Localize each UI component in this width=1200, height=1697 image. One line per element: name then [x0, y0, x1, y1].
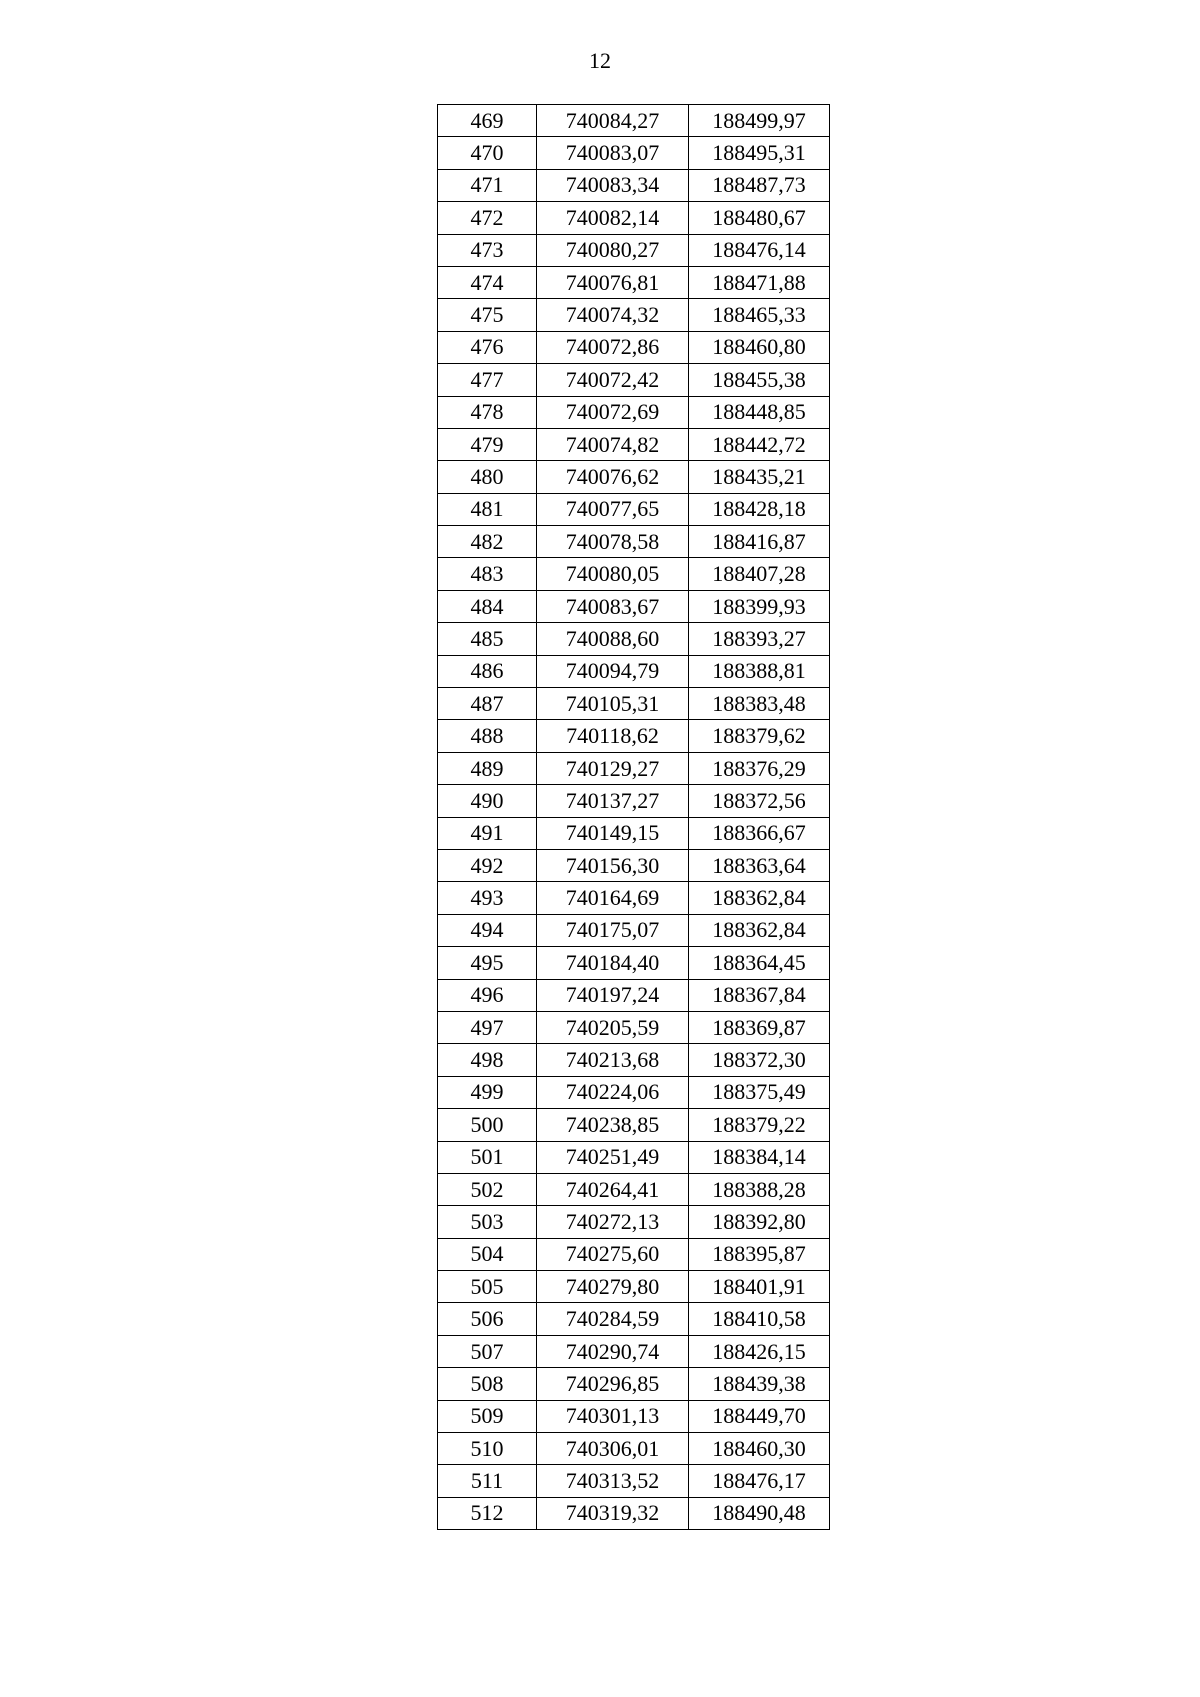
table-row [438, 979, 830, 1011]
y-coordinate-cell: 188367,84 [689, 979, 830, 1011]
x-coordinate-cell: 740275,60 [537, 1238, 689, 1270]
x-coordinate-cell: 740094,79 [537, 655, 689, 687]
table-row [438, 169, 830, 201]
table-row [438, 817, 830, 849]
y-coordinate-cell: 188428,18 [689, 493, 830, 525]
y-coordinate-cell: 188383,48 [689, 688, 830, 720]
table-row [438, 1238, 830, 1270]
point-number-cell: 488 [438, 720, 537, 752]
x-coordinate-cell: 740118,62 [537, 720, 689, 752]
table-row [438, 1011, 830, 1043]
coordinates-table [437, 104, 830, 1530]
y-coordinate-cell: 188442,72 [689, 428, 830, 460]
point-number-cell: 499 [438, 1076, 537, 1108]
point-number-cell: 503 [438, 1206, 537, 1238]
y-coordinate-cell: 188384,14 [689, 1141, 830, 1173]
table-row [438, 202, 830, 234]
x-coordinate-cell: 740197,24 [537, 979, 689, 1011]
point-number-cell: 480 [438, 461, 537, 493]
table-row [438, 655, 830, 687]
point-number-cell: 482 [438, 526, 537, 558]
x-coordinate-cell: 740184,40 [537, 947, 689, 979]
table-row [438, 1465, 830, 1497]
y-coordinate-cell: 188366,67 [689, 817, 830, 849]
table-row [438, 590, 830, 622]
x-coordinate-cell: 740080,05 [537, 558, 689, 590]
table-row [438, 234, 830, 266]
table-row [438, 493, 830, 525]
table-row [438, 396, 830, 428]
table-row [438, 137, 830, 169]
table-row [438, 1497, 830, 1529]
table-row [438, 849, 830, 881]
y-coordinate-cell: 188460,30 [689, 1433, 830, 1465]
x-coordinate-cell: 740105,31 [537, 688, 689, 720]
table-row [438, 1400, 830, 1432]
point-number-cell: 506 [438, 1303, 537, 1335]
point-number-cell: 491 [438, 817, 537, 849]
table-row [438, 1206, 830, 1238]
point-number-cell: 508 [438, 1368, 537, 1400]
y-coordinate-cell: 188369,87 [689, 1011, 830, 1043]
table-row [438, 1076, 830, 1108]
x-coordinate-cell: 740077,65 [537, 493, 689, 525]
y-coordinate-cell: 188416,87 [689, 526, 830, 558]
point-number-cell: 502 [438, 1173, 537, 1205]
point-number-cell: 486 [438, 655, 537, 687]
y-coordinate-cell: 188465,33 [689, 299, 830, 331]
point-number-cell: 477 [438, 364, 537, 396]
x-coordinate-cell: 740080,27 [537, 234, 689, 266]
y-coordinate-cell: 188499,97 [689, 105, 830, 137]
table-row [438, 461, 830, 493]
x-coordinate-cell: 740074,32 [537, 299, 689, 331]
y-coordinate-cell: 188388,28 [689, 1173, 830, 1205]
x-coordinate-cell: 740088,60 [537, 623, 689, 655]
table-row [438, 785, 830, 817]
y-coordinate-cell: 188372,30 [689, 1044, 830, 1076]
y-coordinate-cell: 188455,38 [689, 364, 830, 396]
y-coordinate-cell: 188480,67 [689, 202, 830, 234]
y-coordinate-cell: 188362,84 [689, 914, 830, 946]
y-coordinate-cell: 188395,87 [689, 1238, 830, 1270]
point-number-cell: 490 [438, 785, 537, 817]
y-coordinate-cell: 188487,73 [689, 169, 830, 201]
table-row [438, 947, 830, 979]
y-coordinate-cell: 188476,14 [689, 234, 830, 266]
point-number-cell: 489 [438, 752, 537, 784]
table-row [438, 526, 830, 558]
table-row [438, 1141, 830, 1173]
point-number-cell: 493 [438, 882, 537, 914]
table-row [438, 1044, 830, 1076]
table-row [438, 752, 830, 784]
table-row [438, 914, 830, 946]
table-row [438, 331, 830, 363]
y-coordinate-cell: 188362,84 [689, 882, 830, 914]
point-number-cell: 474 [438, 266, 537, 298]
x-coordinate-cell: 740078,58 [537, 526, 689, 558]
y-coordinate-cell: 188439,38 [689, 1368, 830, 1400]
x-coordinate-cell: 740083,67 [537, 590, 689, 622]
point-number-cell: 505 [438, 1271, 537, 1303]
point-number-cell: 472 [438, 202, 537, 234]
x-coordinate-cell: 740224,06 [537, 1076, 689, 1108]
x-coordinate-cell: 740137,27 [537, 785, 689, 817]
y-coordinate-cell: 188399,93 [689, 590, 830, 622]
table-row [438, 1109, 830, 1141]
point-number-cell: 500 [438, 1109, 537, 1141]
y-coordinate-cell: 188460,80 [689, 331, 830, 363]
point-number-cell: 475 [438, 299, 537, 331]
y-coordinate-cell: 188448,85 [689, 396, 830, 428]
y-coordinate-cell: 188426,15 [689, 1335, 830, 1367]
point-number-cell: 512 [438, 1497, 537, 1529]
x-coordinate-cell: 740072,86 [537, 331, 689, 363]
y-coordinate-cell: 188375,49 [689, 1076, 830, 1108]
table-row [438, 1271, 830, 1303]
x-coordinate-cell: 740306,01 [537, 1433, 689, 1465]
point-number-cell: 479 [438, 428, 537, 460]
y-coordinate-cell: 188376,29 [689, 752, 830, 784]
x-coordinate-cell: 740264,41 [537, 1173, 689, 1205]
point-number-cell: 509 [438, 1400, 537, 1432]
point-number-cell: 483 [438, 558, 537, 590]
y-coordinate-cell: 188372,56 [689, 785, 830, 817]
y-coordinate-cell: 188364,45 [689, 947, 830, 979]
y-coordinate-cell: 188407,28 [689, 558, 830, 590]
x-coordinate-cell: 740083,07 [537, 137, 689, 169]
point-number-cell: 497 [438, 1011, 537, 1043]
point-number-cell: 495 [438, 947, 537, 979]
point-number-cell: 473 [438, 234, 537, 266]
point-number-cell: 484 [438, 590, 537, 622]
table-row [438, 1433, 830, 1465]
table-row [438, 299, 830, 331]
table-row [438, 558, 830, 590]
x-coordinate-cell: 740129,27 [537, 752, 689, 784]
x-coordinate-cell: 740164,69 [537, 882, 689, 914]
x-coordinate-cell: 740284,59 [537, 1303, 689, 1335]
x-coordinate-cell: 740301,13 [537, 1400, 689, 1432]
point-number-cell: 501 [438, 1141, 537, 1173]
x-coordinate-cell: 740251,49 [537, 1141, 689, 1173]
y-coordinate-cell: 188392,80 [689, 1206, 830, 1238]
table-row [438, 1173, 830, 1205]
point-number-cell: 478 [438, 396, 537, 428]
x-coordinate-cell: 740074,82 [537, 428, 689, 460]
table-row [438, 1303, 830, 1335]
y-coordinate-cell: 188379,22 [689, 1109, 830, 1141]
table-row [438, 882, 830, 914]
y-coordinate-cell: 188476,17 [689, 1465, 830, 1497]
x-coordinate-cell: 740072,42 [537, 364, 689, 396]
point-number-cell: 511 [438, 1465, 537, 1497]
x-coordinate-cell: 740076,62 [537, 461, 689, 493]
point-number-cell: 504 [438, 1238, 537, 1270]
y-coordinate-cell: 188363,64 [689, 849, 830, 881]
x-coordinate-cell: 740213,68 [537, 1044, 689, 1076]
point-number-cell: 507 [438, 1335, 537, 1367]
x-coordinate-cell: 740238,85 [537, 1109, 689, 1141]
table-row [438, 688, 830, 720]
x-coordinate-cell: 740313,52 [537, 1465, 689, 1497]
x-coordinate-cell: 740082,14 [537, 202, 689, 234]
y-coordinate-cell: 188410,58 [689, 1303, 830, 1335]
x-coordinate-cell: 740319,32 [537, 1497, 689, 1529]
y-coordinate-cell: 188490,48 [689, 1497, 830, 1529]
point-number-cell: 476 [438, 331, 537, 363]
point-number-cell: 496 [438, 979, 537, 1011]
table-row [438, 720, 830, 752]
table-row [438, 1335, 830, 1367]
table-row [438, 1368, 830, 1400]
x-coordinate-cell: 740205,59 [537, 1011, 689, 1043]
coordinates-table-body [438, 105, 830, 1530]
point-number-cell: 492 [438, 849, 537, 881]
x-coordinate-cell: 740072,69 [537, 396, 689, 428]
y-coordinate-cell: 188379,62 [689, 720, 830, 752]
y-coordinate-cell: 188449,70 [689, 1400, 830, 1432]
table-row [438, 364, 830, 396]
y-coordinate-cell: 188393,27 [689, 623, 830, 655]
y-coordinate-cell: 188495,31 [689, 137, 830, 169]
table-row [438, 266, 830, 298]
x-coordinate-cell: 740272,13 [537, 1206, 689, 1238]
y-coordinate-cell: 188401,91 [689, 1271, 830, 1303]
table-row [438, 105, 830, 137]
point-number-cell: 485 [438, 623, 537, 655]
x-coordinate-cell: 740149,15 [537, 817, 689, 849]
x-coordinate-cell: 740279,80 [537, 1271, 689, 1303]
x-coordinate-cell: 740290,74 [537, 1335, 689, 1367]
y-coordinate-cell: 188471,88 [689, 266, 830, 298]
page-number: 12 [589, 48, 611, 73]
x-coordinate-cell: 740083,34 [537, 169, 689, 201]
x-coordinate-cell: 740175,07 [537, 914, 689, 946]
point-number-cell: 470 [438, 137, 537, 169]
x-coordinate-cell: 740076,81 [537, 266, 689, 298]
point-number-cell: 471 [438, 169, 537, 201]
point-number-cell: 510 [438, 1433, 537, 1465]
y-coordinate-cell: 188388,81 [689, 655, 830, 687]
point-number-cell: 494 [438, 914, 537, 946]
x-coordinate-cell: 740084,27 [537, 105, 689, 137]
y-coordinate-cell: 188435,21 [689, 461, 830, 493]
point-number-cell: 487 [438, 688, 537, 720]
x-coordinate-cell: 740156,30 [537, 849, 689, 881]
point-number-cell: 481 [438, 493, 537, 525]
table-row [438, 428, 830, 460]
point-number-cell: 469 [438, 105, 537, 137]
point-number-cell: 498 [438, 1044, 537, 1076]
table-row [438, 623, 830, 655]
x-coordinate-cell: 740296,85 [537, 1368, 689, 1400]
